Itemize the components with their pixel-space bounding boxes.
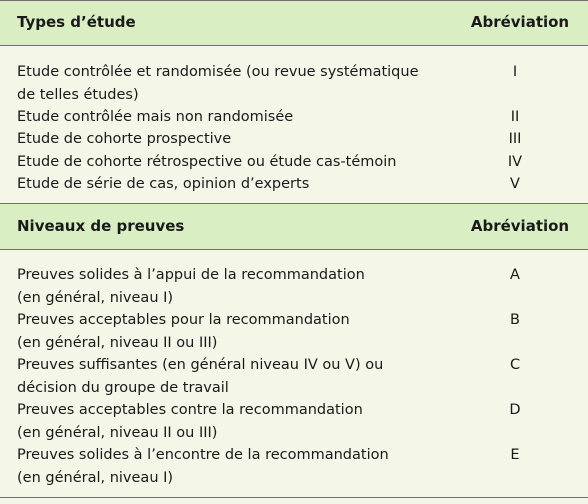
row-text-line: (en général, niveau I) <box>17 469 174 486</box>
study-type-row-1 <box>17 61 447 106</box>
study-type-row-4: Etude de cohorte rétrospective ou étude cas-témoin <box>17 154 397 170</box>
section1-header <box>0 1 588 45</box>
study-type-row-5: Etude de série de cas, opinion d’experts <box>17 176 310 192</box>
study-type-abbr-3: III <box>508 131 522 147</box>
row-text-line: Preuves acceptables pour la recommandation <box>17 312 350 328</box>
row-text-line: décision du groupe de travail <box>17 379 229 396</box>
study-type-row-3: Etude de cohorte prospective <box>17 131 232 147</box>
row-text-line: (en général, niveau II ou III) <box>17 424 218 441</box>
study-type-abbr-4: IV <box>507 154 523 170</box>
row-text-line: Etude contrôlée et randomisée (ou revue systématique <box>17 64 419 80</box>
row-text-line: Preuves solides à l’appui de la recommandation <box>17 267 365 283</box>
evidence-level-abbr-d: D <box>509 402 521 418</box>
bottom-rule <box>0 497 588 498</box>
section2-abbr-heading: Abréviation <box>470 217 570 235</box>
evidence-level-abbr-b: B <box>510 312 520 328</box>
study-type-abbr-2: II <box>510 109 520 125</box>
section2-header <box>0 204 588 249</box>
evidence-level-row-a <box>17 264 447 309</box>
section1-heading: Types d’étude <box>17 13 136 31</box>
study-type-row-2: Etude contrôlée mais non randomisée <box>17 109 294 125</box>
study-type-abbr-5: V <box>510 176 520 192</box>
section2-header-rule <box>0 249 588 250</box>
row-text-line: (en général, niveau I) <box>17 289 174 306</box>
evidence-level-abbr-e: E <box>510 447 520 463</box>
evidence-level-row-d <box>17 399 447 444</box>
section1-abbr-heading: Abréviation <box>470 13 570 31</box>
evidence-level-abbr-c: C <box>509 357 521 373</box>
row-text-line: Preuves solides à l’encontre de la recommandation <box>17 447 389 463</box>
evidence-level-row-e <box>17 444 447 489</box>
row-text-line: (en général, niveau II ou III) <box>17 334 218 351</box>
evidence-level-row-c <box>17 354 447 399</box>
row-text-line: Preuves suffisantes (en général niveau IV ou V) ou <box>17 357 384 373</box>
evidence-level-abbr-a: A <box>510 267 520 283</box>
row-text-line: de telles études) <box>17 86 139 103</box>
evidence-level-row-b <box>17 309 447 354</box>
row-text-line: Preuves acceptables contre la recommandation <box>17 402 363 418</box>
study-type-abbr-1: I <box>512 64 518 80</box>
section1-header-rule <box>0 45 588 46</box>
section2-heading: Niveaux de preuves <box>17 217 185 235</box>
